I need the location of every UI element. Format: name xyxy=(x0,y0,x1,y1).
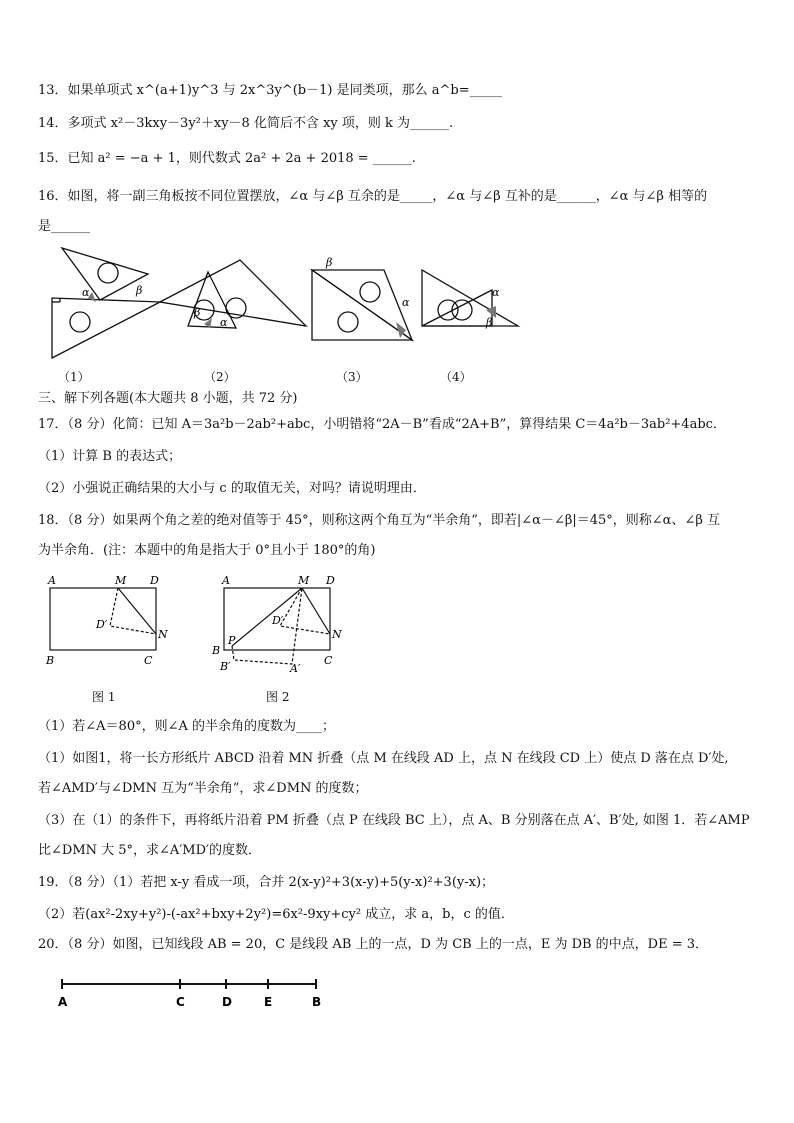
fig18-2-label-C: C xyxy=(324,654,333,667)
question-19-part1: 19．（8 分）（1）若把 x-y 看成一项，合并 2(x-y)²+3(x-y)+5(y-x)²+3(y-x)； xyxy=(38,875,495,890)
fig18-2-label-N: N xyxy=(332,628,342,641)
figure-20-segment xyxy=(52,974,342,1014)
fig20-label-E: E xyxy=(264,995,273,1009)
fig18-2-label-P: P xyxy=(228,634,236,647)
fig18-caption-2: 图 2 xyxy=(266,690,290,704)
fig16-1-alpha: α xyxy=(82,286,90,299)
question-16-line2: 是______ xyxy=(38,219,91,234)
fig16-2-beta: β xyxy=(194,306,201,319)
fig18-1-label-Dp: D′ xyxy=(96,618,108,631)
fig16-caption-2: （2） xyxy=(204,370,236,384)
fig18-2-label-D: D xyxy=(326,574,335,587)
fig18-1-label-B: B xyxy=(46,654,55,667)
fig16-2-triangle-b xyxy=(188,272,236,328)
question-15: 15．已知 a² = −a + 1，则代数式 2a² + 2a + 2018 = ______. xyxy=(38,151,416,166)
fig16-1-hole xyxy=(70,312,90,332)
fig18-1-label-C: C xyxy=(144,654,153,667)
fig18-2-folded-edge xyxy=(232,588,302,664)
question-17: 17．（8 分）化简：已知 A＝3a²b－2ab²+abc，小明错将“2A－B”看成“2A+B”，算得结果 C＝4a²b－3ab²+4abc． xyxy=(38,417,726,432)
fig18-2-label-B: B xyxy=(212,644,221,657)
section-3-heading: 三、解下列各题(本大题共 8 小题，共 72 分) xyxy=(38,391,298,406)
fig16-1-right-triangle xyxy=(52,298,160,358)
fig20-label-D: D xyxy=(222,995,232,1009)
fig16-3-triangle-b xyxy=(312,270,412,340)
fig18-2-label-M: M xyxy=(298,574,310,587)
question-17-part2: （2）小强说正确结果的大小与 c 的取值无关，对吗？请说明理由． xyxy=(38,481,426,496)
question-18-part3-line1: （3）在（1）的条件下，再将纸片沿着 PM 折叠（点 P 在线段 BC 上），点 A、B 分别落在点 A′、B′处, 如图 1．若∠AMP xyxy=(38,813,750,828)
fig16-1-beta: β xyxy=(136,284,143,297)
fig16-caption-3: （3） xyxy=(336,370,368,384)
fig20-label-A: A xyxy=(58,995,68,1009)
figure-18-rectangles xyxy=(40,572,360,684)
fig16-4-beta: β xyxy=(486,316,493,329)
question-18-part2-line1: （1）如图1，将一长方形纸片 ABCD 沿着 MN 折叠（点 M 在线段 AD 上，点 N 在线段 CD 上）使点 D 落在点 D′处, xyxy=(38,751,729,766)
fig20-label-C: C xyxy=(176,995,185,1009)
question-18-line1: 18．（8 分）如果两个角之差的绝对值等于 45°，则称这两个角互为“半余角”，即若|∠α－∠β|＝45°，则称∠α、∠β 互 xyxy=(38,513,721,528)
question-13: 13．如果单项式 x^(a+1)y^3 与 2x^3y^(b－1) 是同类项，那么 a^b=_____ xyxy=(38,83,503,98)
fig18-1-label-M: M xyxy=(115,574,127,587)
question-18-part3-line2: 比∠DMN 大 5°，求∠A′MD′的度数． xyxy=(38,843,261,858)
fig18-2-label-Bp: B′ xyxy=(220,660,231,673)
fig16-3-beta: β xyxy=(326,256,333,269)
question-18-part1: （1）若∠A＝80°，则∠A 的半余角的度数为____； xyxy=(38,719,336,734)
fig16-4-triangle-a xyxy=(422,270,518,326)
fig18-caption-1: 图 1 xyxy=(92,690,116,704)
fig18-2-label-Dp: D′ xyxy=(272,614,284,627)
fig16-3-alpha: α xyxy=(402,296,410,309)
fig16-2-triangle-a xyxy=(160,260,306,326)
question-18-line2: 为半余角．(注：本题中的角是指大于 0°且小于 180°的角) xyxy=(38,543,376,558)
fig18-1-label-A: A xyxy=(48,574,56,587)
fig16-4-alpha: α xyxy=(492,286,500,299)
fig18-1-fold-line xyxy=(118,588,156,634)
fig18-1-folded-edge xyxy=(110,588,156,634)
question-17-part1: （1）计算 B 的表达式； xyxy=(38,449,182,464)
fig18-2-label-A: A xyxy=(222,574,230,587)
fig20-label-B: B xyxy=(312,995,322,1009)
question-18-part2-line2: 若∠AMD′与∠DMN 互为“半余角”，求∠DMN 的度数； xyxy=(38,781,368,796)
fig16-caption-4: （4） xyxy=(440,370,472,384)
fig16-1-hole2 xyxy=(98,263,118,283)
fig18-2-label-Ap: A′ xyxy=(290,662,301,675)
fig16-4-triangle-b xyxy=(422,290,492,326)
question-14: 14．多项式 x²－3kxy－3y²＋xy－8 化简后不含 xy 项，则 k 为______. xyxy=(38,116,454,131)
question-19-part2: （2）若(ax²-2xy+y²)-(-ax²+bxy+2y²)=6x²-9xy+cy² 成立，求 a，b，c 的值． xyxy=(38,907,514,922)
fig18-1-label-D: D xyxy=(150,574,159,587)
fig16-caption-1: （1） xyxy=(58,370,90,384)
question-20: 20．（8 分）如图，已知线段 AB = 20，C 是线段 AB 上的一点，D 为 CB 上的一点，E 为 DB 的中点，DE = 3． xyxy=(38,937,709,952)
fig16-2-alpha: α xyxy=(220,316,228,329)
fig18-1-label-N: N xyxy=(158,628,168,641)
figure-16-triangles xyxy=(40,240,540,365)
question-16-line1: 16．如图，将一副三角板按不同位置摆放，∠α 与∠β 互余的是_____，∠α 与∠β 互补的是______，∠α 与∠β 相等的 xyxy=(38,189,708,204)
